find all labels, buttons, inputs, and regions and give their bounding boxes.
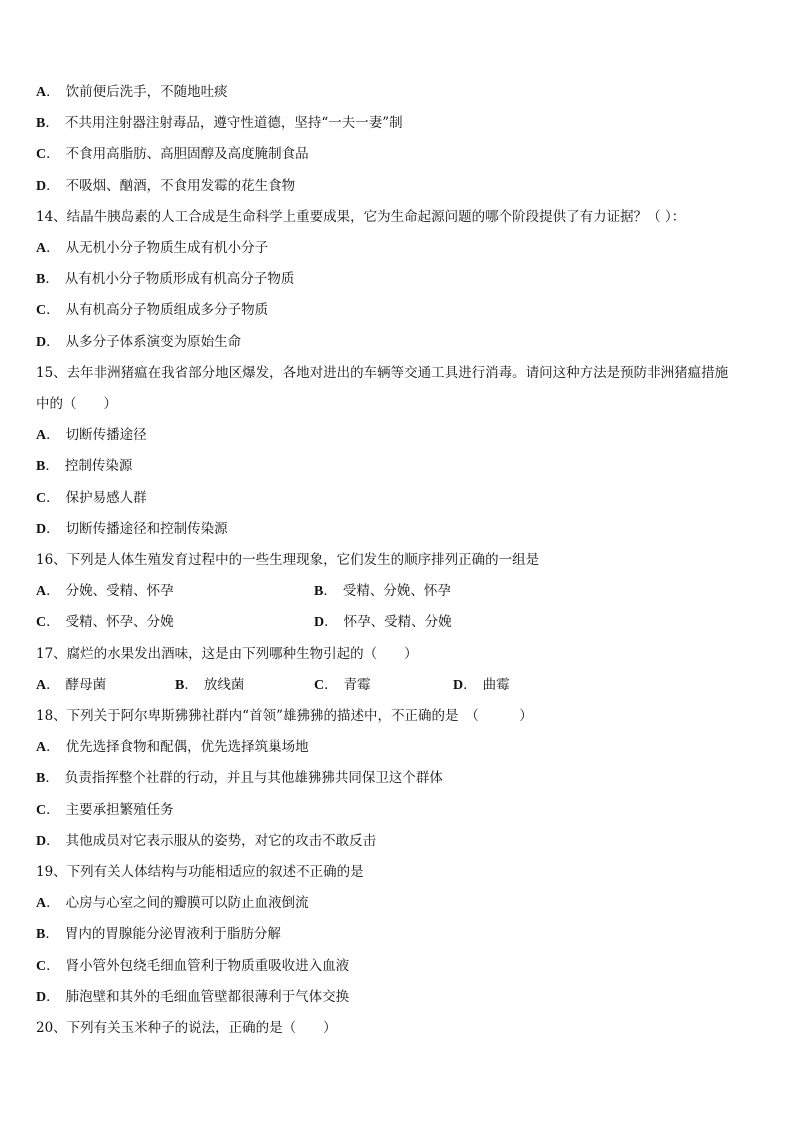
option-letter: B xyxy=(36,771,46,787)
option-letter: A xyxy=(36,428,47,444)
answer-option-d xyxy=(453,675,510,696)
option-letter: A xyxy=(36,241,47,256)
option-content xyxy=(36,178,295,194)
question-text: 中的（ ） xyxy=(36,396,117,412)
answer-option-b xyxy=(175,675,244,696)
option-letter: B xyxy=(175,677,185,693)
option-separator: ． xyxy=(45,115,59,132)
option-text: 怀孕、受精、分娩 xyxy=(343,614,452,631)
option-separator: ． xyxy=(46,739,60,756)
option-content xyxy=(36,583,174,599)
answer-option-d xyxy=(36,987,349,1007)
option-content xyxy=(36,302,268,318)
option-content xyxy=(36,271,294,287)
option-content xyxy=(36,739,309,755)
answer-option-a xyxy=(36,893,309,913)
answer-option-a xyxy=(36,82,228,102)
option-letter: C xyxy=(36,303,47,319)
option-separator: ． xyxy=(46,676,60,693)
option-letter: A xyxy=(36,896,47,912)
option-letter: C xyxy=(314,677,325,693)
option-text: 从有机小分子物质形成有机高分子物质 xyxy=(64,271,295,288)
question-text: 18、下列关于阿尔卑斯狒狒社群内“首领”雄狒狒的描述中，不正确的是 （ ） xyxy=(36,708,533,724)
option-separator: ． xyxy=(46,333,60,350)
option-content xyxy=(36,521,228,537)
option-content xyxy=(36,677,106,693)
answer-option-c xyxy=(36,956,349,976)
answer-option-d xyxy=(36,332,241,352)
answer-option-b xyxy=(36,768,443,788)
option-content xyxy=(36,146,309,162)
option-text: 放线菌 xyxy=(203,676,245,693)
option-separator: ． xyxy=(46,240,60,256)
option-content xyxy=(314,583,451,599)
question-text: 14、结晶牛胰岛素的人工合成是生命科学上重要成果，它为生命起源问题的哪个阶段提供了有力证据？（ ）： xyxy=(36,208,686,225)
option-text: 曲霉 xyxy=(482,676,510,693)
answer-option-b xyxy=(36,113,403,133)
option-separator: ． xyxy=(46,614,60,631)
answer-option-a xyxy=(36,238,268,258)
option-letter: B xyxy=(36,272,46,288)
option-letter: D xyxy=(36,521,47,537)
option-letter: D xyxy=(36,334,47,350)
option-text: 负责指挥整个社群的行动，并且与其他雄狒狒共同保卫这个群体 xyxy=(64,770,443,787)
option-text: 切断传播途径和控制传染源 xyxy=(65,520,228,537)
answer-option-b xyxy=(314,581,451,602)
option-letter: B xyxy=(36,927,46,943)
option-text: 其他成员对它表示服从的姿势，对它的攻击不敢反击 xyxy=(65,832,377,849)
option-letter: C xyxy=(36,490,47,506)
answer-option-d xyxy=(36,519,228,539)
option-text: 胃内的胃腺能分泌胃液利于脂肪分解 xyxy=(64,926,281,943)
option-content xyxy=(36,427,147,443)
option-text: 不吸烟、酗酒，不食用发霉的花生食物 xyxy=(65,177,296,194)
option-content xyxy=(36,334,241,350)
option-letter: A xyxy=(36,740,47,756)
option-letter: B xyxy=(314,584,324,600)
option-separator: ． xyxy=(184,676,198,693)
option-content xyxy=(36,989,349,1005)
answer-option-a xyxy=(36,737,309,757)
option-separator: ． xyxy=(45,770,59,787)
option-content xyxy=(36,458,132,474)
option-separator: ． xyxy=(46,427,60,444)
option-separator: ． xyxy=(323,583,337,600)
option-text: 青霉 xyxy=(343,676,371,693)
option-letter: C xyxy=(36,615,47,631)
option-separator: ． xyxy=(46,520,60,537)
question-text: 17、腐烂的水果发出酒味，这是由下列哪种生物引起的（ ） xyxy=(36,645,418,662)
answer-option-b xyxy=(36,456,132,476)
option-letter: D xyxy=(36,989,47,1005)
option-letter: C xyxy=(36,958,47,974)
option-letter: C xyxy=(36,147,47,163)
answer-option-b xyxy=(36,269,294,289)
answer-option-c xyxy=(36,144,309,164)
option-separator: ． xyxy=(46,895,60,912)
option-content xyxy=(36,614,174,630)
option-content xyxy=(36,240,268,256)
option-content xyxy=(36,958,349,974)
option-text: 保护易感人群 xyxy=(65,489,147,506)
option-text: 主要承担繁殖任务 xyxy=(65,801,174,818)
answer-option-d xyxy=(36,831,376,851)
option-letter: D xyxy=(453,677,464,693)
option-text: 切断传播途径 xyxy=(65,427,147,444)
option-letter: A xyxy=(36,584,47,600)
option-content xyxy=(175,677,244,693)
option-separator: ． xyxy=(324,614,338,631)
option-separator: ． xyxy=(46,583,60,600)
answer-option-d xyxy=(314,612,452,633)
option-content xyxy=(36,926,281,942)
answer-option-a xyxy=(36,675,106,696)
option-letter: D xyxy=(314,615,325,631)
option-text: 从无机小分子物质生成有机小分子 xyxy=(65,240,269,256)
option-content xyxy=(453,677,510,693)
option-separator: ． xyxy=(45,926,59,943)
answer-option-a xyxy=(36,581,174,602)
question-text: 16、下列是人体生殖发育过程中的一些生理现象，它们发生的顺序排列正确的一组是 xyxy=(36,552,540,568)
option-letter: C xyxy=(36,802,47,818)
option-letter: B xyxy=(36,116,46,132)
question-text: 15、去年非洲猪瘟在我省部分地区爆发，各地对进出的车辆等交通工具进行消毒。请问这种方法是预防非洲猪瘟措施 xyxy=(36,364,729,381)
answer-option-d xyxy=(36,176,295,196)
option-text: 优先选择食物和配偶，优先选择筑巢场地 xyxy=(65,739,309,756)
option-text: 不共用注射器注射毒品，遵守性道德，坚持“一夫一妻”制 xyxy=(64,115,403,132)
option-letter: D xyxy=(36,833,47,849)
question-text: 19、下列有关人体结构与功能相适应的叙述不正确的是 xyxy=(36,864,364,880)
option-text: 受精、分娩、怀孕 xyxy=(342,583,451,600)
answer-option-b xyxy=(36,924,281,944)
option-letter: A xyxy=(36,677,47,693)
option-content xyxy=(36,802,174,818)
answer-option-c xyxy=(314,675,371,696)
answer-option-c xyxy=(36,300,268,320)
question-text: 20、下列有关玉米种子的说法，正确的是（ ） xyxy=(36,1020,337,1036)
option-content xyxy=(36,833,376,849)
option-content xyxy=(314,677,371,693)
option-separator: ． xyxy=(46,177,60,194)
answer-option-c xyxy=(36,488,147,508)
answer-option-c xyxy=(36,800,174,820)
option-text: 分娩、受精、怀孕 xyxy=(65,583,174,600)
option-separator: ． xyxy=(324,676,338,693)
option-content xyxy=(36,490,147,506)
option-text: 心房与心室之间的瓣膜可以防止血液倒流 xyxy=(65,895,309,912)
option-separator: ． xyxy=(46,489,60,506)
option-text: 酵母菌 xyxy=(65,676,107,693)
option-content xyxy=(36,115,403,131)
option-letter: B xyxy=(36,459,46,475)
option-text: 控制传染源 xyxy=(64,458,133,475)
option-text: 受精、怀孕、分娩 xyxy=(65,614,174,631)
option-separator: ． xyxy=(46,146,60,163)
option-separator: ． xyxy=(46,801,60,818)
option-separator: ． xyxy=(46,84,60,100)
option-separator: ． xyxy=(45,458,59,475)
option-text: 从有机高分子物质组成多分子物质 xyxy=(65,302,269,319)
option-separator: ． xyxy=(46,957,60,974)
option-separator: ． xyxy=(45,271,59,288)
option-content xyxy=(36,770,443,786)
option-text: 肺泡壁和其外的毛细血管壁都很薄利于气体交换 xyxy=(65,988,350,1005)
answer-option-a xyxy=(36,425,147,445)
option-separator: ． xyxy=(46,988,60,1005)
option-letter: D xyxy=(36,178,47,194)
option-content xyxy=(36,84,228,100)
option-content xyxy=(314,614,452,630)
option-text: 不食用高脂肪、高胆固醇及高度腌制食品 xyxy=(65,146,309,163)
option-text: 从多分子体系演变为原始生命 xyxy=(65,333,242,350)
option-content xyxy=(36,895,309,911)
option-text: 肾小管外包绕毛细血管利于物质重吸收进入血液 xyxy=(65,957,350,974)
option-text: 饮前便后洗手，不随地吐痰 xyxy=(65,84,228,100)
option-separator: ． xyxy=(463,676,477,693)
answer-option-c xyxy=(36,612,174,633)
option-letter: A xyxy=(36,85,47,100)
option-separator: ． xyxy=(46,302,60,319)
option-separator: ． xyxy=(46,832,60,849)
